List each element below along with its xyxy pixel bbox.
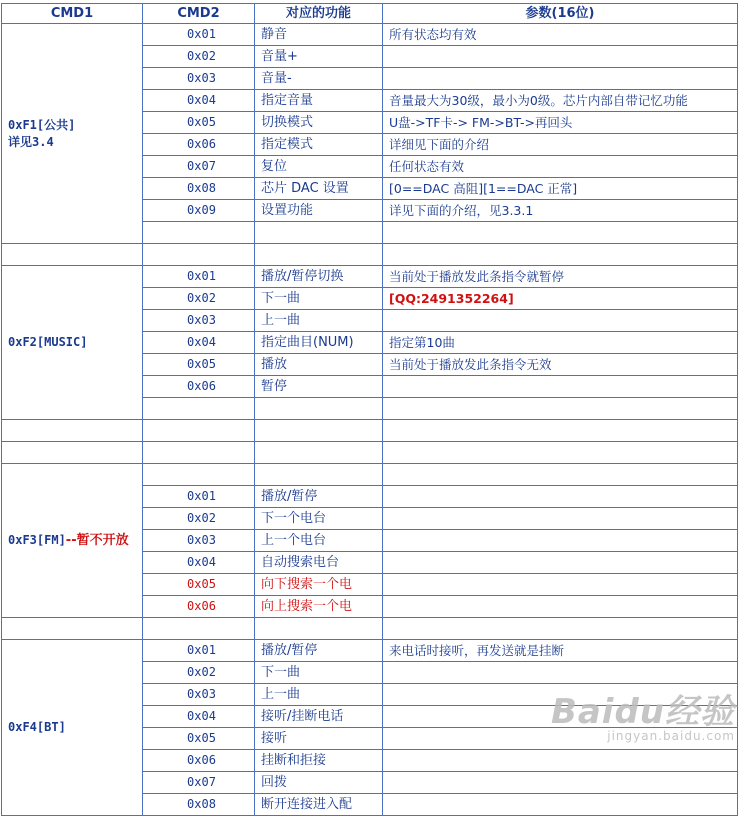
param-cell: 详细见下面的介绍	[383, 134, 738, 156]
param-cell: 当前处于播放发此条指令无效	[383, 354, 738, 376]
function-cell: 音量-	[255, 68, 383, 90]
header-function: 对应的功能	[255, 4, 383, 24]
param-cell: [0==DAC 高阻][1==DAC 正常]	[383, 178, 738, 200]
function-cell: 断开连接进入配	[255, 794, 383, 816]
cmd2-cell: 0x07	[143, 156, 255, 178]
cmd2-cell: 0x05	[143, 574, 255, 596]
cmd2-cell: 0x01	[143, 266, 255, 288]
param-cell	[383, 530, 738, 552]
cmd2-cell: 0x06	[143, 134, 255, 156]
param-cell: 来电话时接听，再发送就是挂断	[383, 640, 738, 662]
empty-row	[2, 618, 738, 640]
header-row	[2, 4, 738, 24]
param-cell: 音量最大为30级，最小为0级。芯片内部自带记忆功能	[383, 90, 738, 112]
function-cell: 芯片 DAC 设置	[255, 178, 383, 200]
param-cell	[383, 486, 738, 508]
header-parameter: 参数(16位)	[383, 4, 738, 24]
cmd2-cell: 0x09	[143, 200, 255, 222]
cmd2-cell: 0x03	[143, 684, 255, 706]
function-cell: 静音	[255, 24, 383, 46]
cmd2-cell: 0x02	[143, 508, 255, 530]
function-cell: 播放/暂停	[255, 640, 383, 662]
param-cell: 指定第10曲	[383, 332, 738, 354]
function-cell: 切换模式	[255, 112, 383, 134]
param-cell	[383, 750, 738, 772]
group-label-f2: 0xF2[MUSIC]	[2, 266, 143, 420]
function-cell: 向上搜索一个电	[255, 596, 383, 618]
baidu-jingyan-watermark	[551, 684, 735, 743]
function-cell: 暂停	[255, 376, 383, 398]
cmd2-cell: 0x01	[143, 24, 255, 46]
group-label-f4: 0xF4[BT]	[2, 640, 143, 816]
table-row	[2, 266, 738, 288]
cmd2-cell: 0x07	[143, 772, 255, 794]
function-cell: 回拨	[255, 772, 383, 794]
group-label-text: 0xF1[公共]	[8, 117, 76, 132]
function-cell: 音量+	[255, 46, 383, 68]
param-cell: 任何状态有效	[383, 156, 738, 178]
cmd2-cell: 0x06	[143, 596, 255, 618]
cmd2-cell: 0x03	[143, 530, 255, 552]
param-cell: U盘->TF卡-> FM->BT->再回头	[383, 112, 738, 134]
cmd2-cell: 0x05	[143, 354, 255, 376]
function-cell: 接听	[255, 728, 383, 750]
function-cell: 下一个电台	[255, 508, 383, 530]
param-cell	[383, 794, 738, 816]
cmd2-cell: 0x06	[143, 750, 255, 772]
table-row	[2, 640, 738, 662]
function-cell: 自动搜索电台	[255, 552, 383, 574]
cmd2-cell: 0x02	[143, 46, 255, 68]
group-label-f1	[2, 24, 143, 244]
table-row	[2, 24, 738, 46]
header-cmd2: CMD2	[143, 4, 255, 24]
cmd2-cell: 0x08	[143, 178, 255, 200]
param-cell	[383, 662, 738, 684]
param-cell	[383, 772, 738, 794]
cmd2-cell: 0x04	[143, 332, 255, 354]
cmd2-cell: 0x05	[143, 728, 255, 750]
function-cell: 指定曲目(NUM)	[255, 332, 383, 354]
cmd2-cell: 0x01	[143, 486, 255, 508]
function-cell: 播放	[255, 354, 383, 376]
param-cell: 详见下面的介绍，见3.3.1	[383, 200, 738, 222]
cmd2-cell: 0x04	[143, 552, 255, 574]
cmd2-cell: 0x04	[143, 90, 255, 112]
group-label-note: --暂不开放	[65, 533, 129, 548]
cmd2-cell: 0x02	[143, 662, 255, 684]
cmd2-cell: 0x05	[143, 112, 255, 134]
function-cell: 挂断和拒接	[255, 750, 383, 772]
param-cell: [QQ:2491352264]	[383, 288, 738, 310]
cmd2-cell: 0x06	[143, 376, 255, 398]
cmd2-cell: 0x03	[143, 68, 255, 90]
cmd2-cell: 0x04	[143, 706, 255, 728]
param-cell: 所有状态均有效	[383, 24, 738, 46]
param-cell	[383, 574, 738, 596]
function-cell: 复位	[255, 156, 383, 178]
function-cell: 上一个电台	[255, 530, 383, 552]
group-label-text: 0xF3[FM]	[8, 533, 66, 547]
empty-row	[2, 464, 738, 486]
function-cell: 上一曲	[255, 310, 383, 332]
function-cell: 向下搜索一个电	[255, 574, 383, 596]
function-cell: 播放/暂停	[255, 486, 383, 508]
empty-row	[2, 244, 738, 266]
function-cell: 指定模式	[255, 134, 383, 156]
function-cell: 上一曲	[255, 684, 383, 706]
group-label-text: 详见3.4	[8, 134, 54, 149]
function-cell: 指定音量	[255, 90, 383, 112]
param-cell	[383, 310, 738, 332]
group-label-f3	[2, 464, 143, 618]
watermark-url: jingyan.baidu.com	[607, 729, 735, 743]
header-cmd1: CMD1	[2, 4, 143, 24]
function-cell: 下一曲	[255, 662, 383, 684]
function-cell: 下一曲	[255, 288, 383, 310]
param-cell	[383, 376, 738, 398]
watermark-brand: Baidu经验	[550, 692, 735, 732]
cmd2-cell: 0x01	[143, 640, 255, 662]
param-cell	[383, 68, 738, 90]
function-cell: 设置功能	[255, 200, 383, 222]
empty-row	[2, 420, 738, 442]
function-cell: 接听/挂断电话	[255, 706, 383, 728]
cmd2-cell: 0x03	[143, 310, 255, 332]
param-cell	[383, 46, 738, 68]
param-cell: 当前处于播放发此条指令就暂停	[383, 266, 738, 288]
function-cell: 播放/暂停切换	[255, 266, 383, 288]
empty-row	[2, 442, 738, 464]
cmd2-cell: 0x02	[143, 288, 255, 310]
param-cell	[383, 596, 738, 618]
param-cell	[383, 552, 738, 574]
param-cell	[383, 508, 738, 530]
cmd2-cell: 0x08	[143, 794, 255, 816]
